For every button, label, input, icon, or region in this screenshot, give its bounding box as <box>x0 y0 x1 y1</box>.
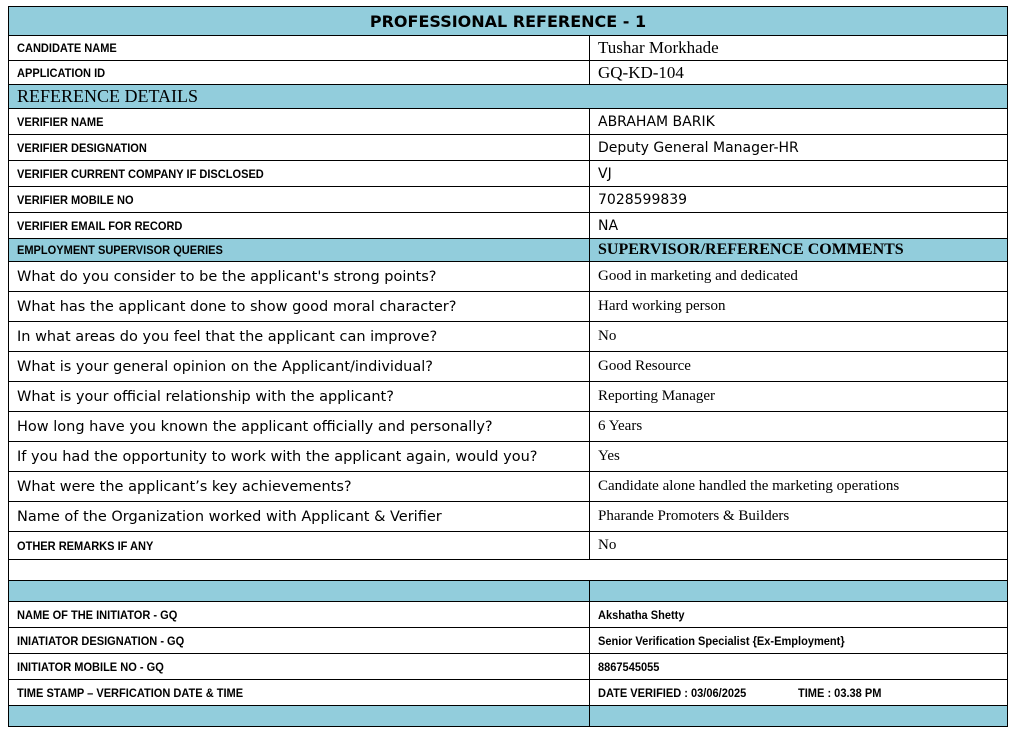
candidate-value: Tushar Morkhade <box>590 36 1008 61</box>
comments-header: SUPERVISOR/REFERENCE COMMENTS <box>590 239 1008 262</box>
query-answer: Pharande Promoters & Builders <box>590 502 1008 532</box>
reference-table <box>8 6 1008 727</box>
query-answer: Good Resource <box>590 352 1008 382</box>
spacer-cell <box>9 706 590 727</box>
initiator-label: NAME OF THE INITIATOR - GQ <box>17 607 178 622</box>
page-title: PROFESSIONAL REFERENCE - 1 <box>9 7 1008 36</box>
initiator-value: Akshatha Shetty <box>598 607 685 622</box>
verified-time: TIME : 03.38 PM <box>798 685 882 700</box>
initiator-label: INITIATOR MOBILE NO - GQ <box>17 659 164 674</box>
verifier-label: VERIFIER CURRENT COMPANY IF DISCLOSED <box>17 166 264 181</box>
query-answer: Good in marketing and dedicated <box>590 262 1008 292</box>
initiator-label: INIATIATOR DESIGNATION - GQ <box>17 633 185 648</box>
query-answer: No <box>590 322 1008 352</box>
candidate-label: CANDIDATE NAME <box>17 41 117 55</box>
query-question: Name of the Organization worked with Applicant & Verifier <box>9 502 590 532</box>
query-question: What is your general opinion on the Applicant/individual? <box>9 352 590 382</box>
query-question: If you had the opportunity to work with the applicant again, would you? <box>9 442 590 472</box>
empty-row <box>9 560 1008 581</box>
verifier-label: VERIFIER DESIGNATION <box>17 140 147 155</box>
verifier-label: VERIFIER MOBILE NO <box>17 192 134 207</box>
remarks-label: OTHER REMARKS IF ANY <box>17 538 154 553</box>
application-value: GQ-KD-104 <box>590 61 1008 85</box>
verifier-value: NA <box>590 213 1008 239</box>
reference-section-header: REFERENCE DETAILS <box>9 85 1008 109</box>
application-label: APPLICATION ID <box>17 65 106 80</box>
query-question: What do you consider to be the applicant's strong points? <box>9 262 590 292</box>
query-answer: Reporting Manager <box>590 382 1008 412</box>
query-question: What were the applicant’s key achievements? <box>9 472 590 502</box>
initiator-value: Senior Verification Specialist {Ex-Employment} <box>598 633 845 648</box>
verifier-value: 7028599839 <box>590 187 1008 213</box>
verifier-label: VERIFIER EMAIL FOR RECORD <box>17 218 183 233</box>
query-question: How long have you known the applicant officially and personally? <box>9 412 590 442</box>
remarks-value: No <box>590 532 1008 560</box>
verifier-value: VJ <box>590 161 1008 187</box>
spacer-cell <box>9 581 590 602</box>
timestamp-label: TIME STAMP – VERFICATION DATE & TIME <box>17 685 244 700</box>
verifier-label: VERIFIER NAME <box>17 114 104 129</box>
query-answer: Yes <box>590 442 1008 472</box>
verified-date: DATE VERIFIED : 03/06/2025 <box>598 685 747 700</box>
verifier-value: ABRAHAM BARIK <box>590 109 1008 135</box>
query-answer: Candidate alone handled the marketing operations <box>590 472 1008 502</box>
query-answer: 6 Years <box>590 412 1008 442</box>
spacer-cell <box>590 706 1008 727</box>
spacer-cell <box>590 581 1008 602</box>
query-answer: Hard working person <box>590 292 1008 322</box>
queries-header: EMPLOYMENT SUPERVISOR QUERIES <box>17 243 223 257</box>
query-question: What has the applicant done to show good moral character? <box>9 292 590 322</box>
verifier-value: Deputy General Manager-HR <box>590 135 1008 161</box>
query-question: In what areas do you feel that the applicant can improve? <box>9 322 590 352</box>
query-question: What is your official relationship with the applicant? <box>9 382 590 412</box>
initiator-value: 8867545055 <box>598 659 660 674</box>
